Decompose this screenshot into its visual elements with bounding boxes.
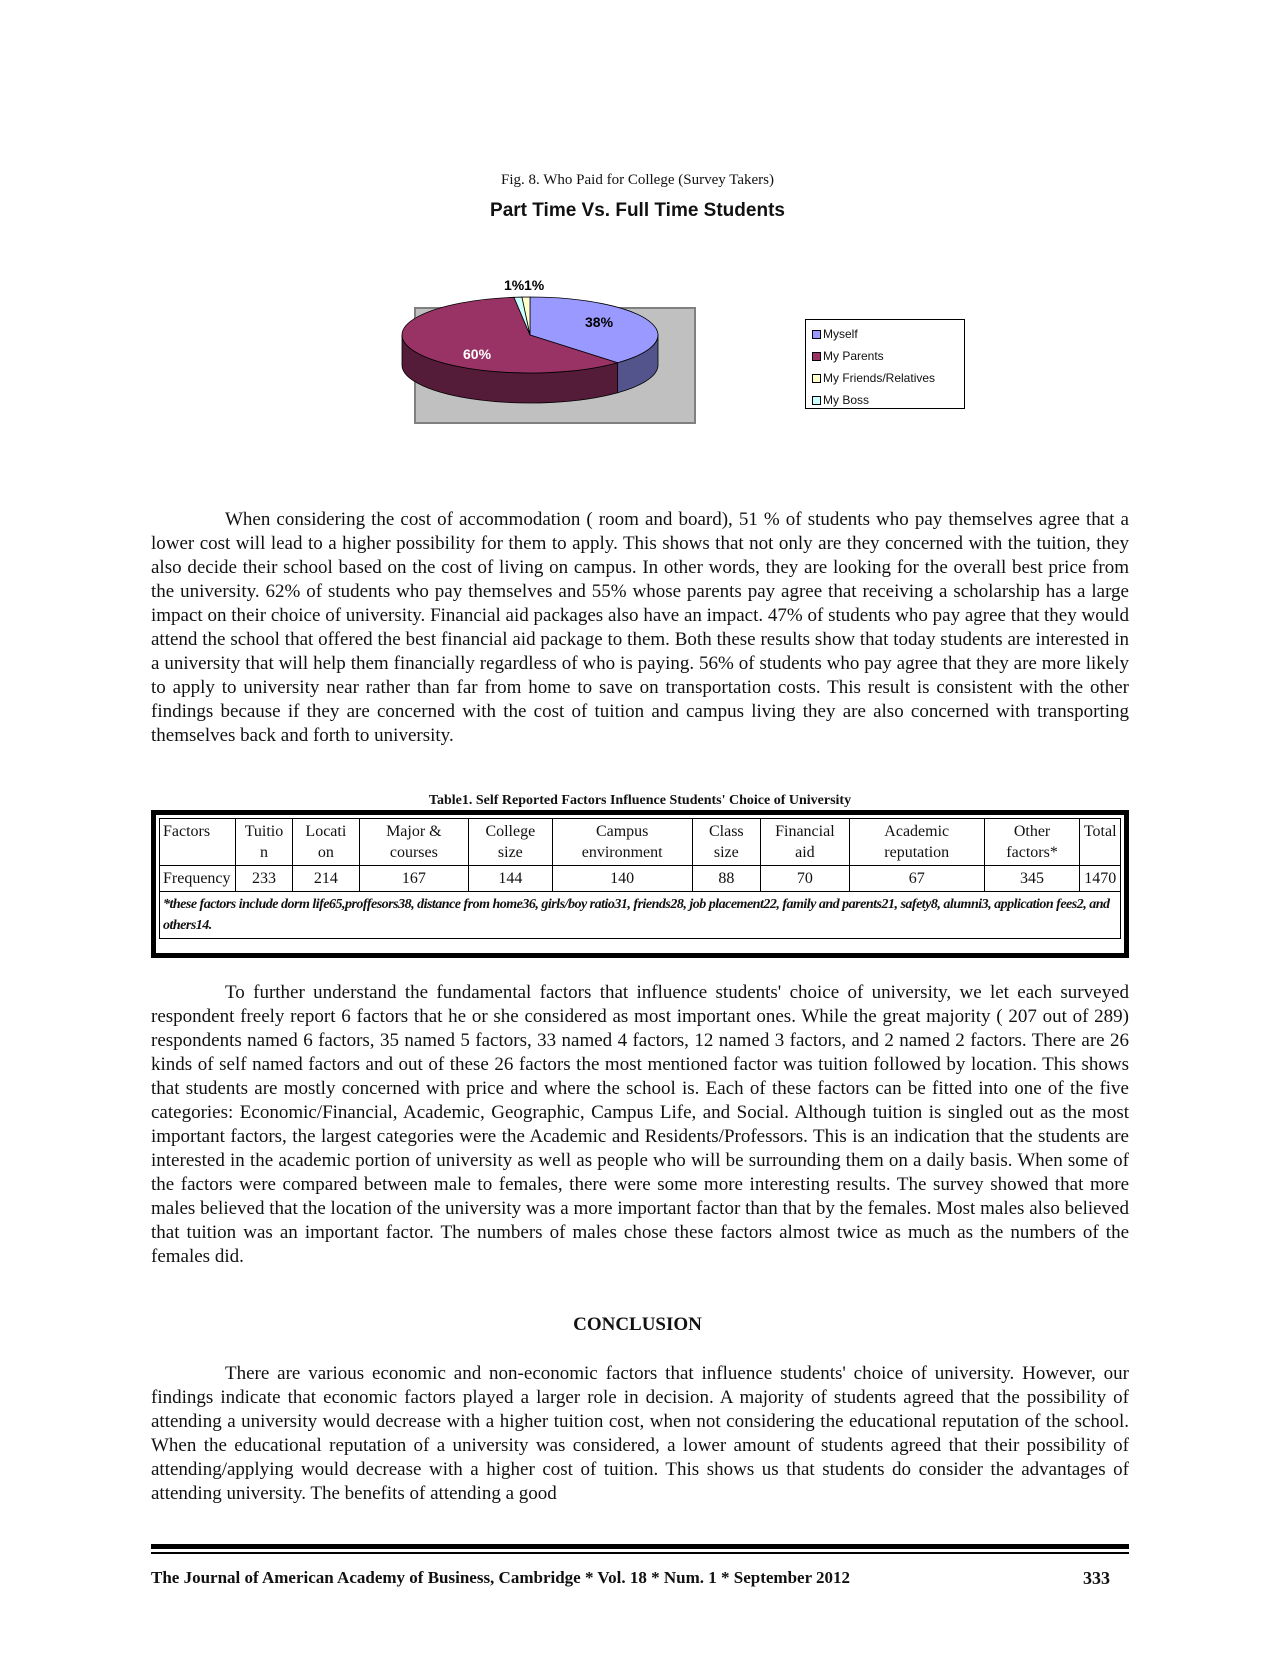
table-note-row [160,892,1121,939]
table-header-cell: Campus environment [552,819,692,866]
legend-item-my-parents [812,345,964,367]
table-header-cell: College size [469,819,553,866]
table-title: Table1. Self Reported Factors Influence Students' Choice of University [428,793,852,808]
table-cell: 144 [469,866,553,892]
legend-swatch [812,330,821,339]
table-cell: 140 [552,866,692,892]
table-cell: 345 [984,866,1080,892]
legend-label: My Parents [823,349,884,363]
legend-label: Myself [823,327,858,341]
table-header-cell: Other factors* [984,819,1080,866]
table-cell: 233 [235,866,292,892]
table-header-cell: Tuitio n [235,819,292,866]
legend-swatch [812,374,821,383]
table-header-cell: Major & courses [359,819,468,866]
figure-caption: Fig. 8. Who Paid for College (Survey Takers) [501,172,774,188]
pie-data-label: 1% [524,277,545,293]
paragraph-conclusion: There are various economic and non-economic factors that influence students' choice of university. However, our findings indicate that economic factors played a larger role in decision. A majority of students agreed that the possibility of attending a university would decrease with a higher tuition cost, when not considering the educational reputation of the school. When the educational reputation of a university was considered, a lower amount of students agreed that their possibility of attending/applying would decrease with a higher cost of tuition. This shows us that students do consider the advantages of attending university. The benefits of attending a good [151,1363,1129,1504]
table-cell: 70 [760,866,849,892]
table-cell: 167 [359,866,468,892]
legend-swatch [812,396,821,405]
section-heading-conclusion: CONCLUSION [573,1314,702,1335]
table-row [160,866,1121,892]
legend-item-my-boss [812,389,964,411]
pie-data-label: 38% [585,314,614,330]
factors-table [159,818,1121,939]
table-header-cell: Locati on [293,819,360,866]
legend-swatch [812,352,821,361]
chart-legend [805,319,965,409]
table-cell: 88 [692,866,760,892]
factors-table-frame [151,810,1129,958]
footer-rule-thin [151,1552,1129,1554]
paragraph-accommodation: When considering the cost of accommodation ( room and board), 51 % of students who pay themselves agree that a lower cost will lead to a higher possibility for them to apply. This shows that not only are they concerned with the tuition, they also decide their school based on the cost of living on campus. In other words, they are looking for the overall best price from the university. 62% of students who pay themselves and 55% whose parents pay agree that receiving a scholarship has a large impact on their choice of university. Financial aid packages also have an impact. 47% of students who pay agree that they would attend the school that offered the best financial aid package to them. Both these results show that today students are interested in a university that will help them financially regardless of who is paying. 56% of students who pay agree that they are more likely to apply to university near rather than far from home to save on transportation costs. This result is consistent with the other findings because if they are concerned with the cost of tuition and campus living they are also concerned with transporting themselves back and forth to university. [151,509,1129,746]
legend-label: My Boss [823,393,870,407]
table-header-cell: Factors [160,819,236,866]
page-number: 333 [1083,1568,1110,1588]
pie-chart [395,270,705,430]
table-cell: 214 [293,866,360,892]
paragraph-factors: To further understand the fundamental factors that influence students' choice of university, we let each surveyed respondent freely report 6 factors that he or she considered as most important ones. While the great majority ( 207 out of 289) respondents named 6 factors, 35 named 5 factors, 33 named 4 factors, 12 named 3 factors, and 2 named 2 factors. There are 26 kinds of self named factors and out of these 26 factors the most mentioned factor was tuition followed by location. This shows that students are mostly concerned with price and where the school is. Each of these factors can be fitted into one of the five categories: Economic/Financial, Academic, Geographic, Campus Life, and Social. Although tuition is singled out as the most important factors, the largest categories were the Academic and Residents/Professors. This is an indication that the students are interested in the academic portion of university as well as people who will be surrounding them on a daily basis. When some of the factors were compared between male to females, there were some more interesting results. The survey showed that more males believed that the location of the university was a more important factor than that by the females. Most males also believed that tuition was an important factor. The numbers of males chose these factors almost twice as much as the numbers of the females did. [151,982,1129,1267]
table-header-cell: Financial aid [760,819,849,866]
journal-footer: The Journal of American Academy of Business, Cambridge * Vol. 18 * Num. 1 * September 2012 [151,1568,851,1587]
table-cell: 1470 [1080,866,1121,892]
table-footnote: *these factors include dorm life65,proffesors38, distance from home36, girls/boy ratio31, friends28, job placement22, family and parents21, safety8, alumni3, application fees2, and others14. [160,892,1121,939]
table-header-cell: Class size [692,819,760,866]
table-header-cell: Total [1080,819,1121,866]
legend-label: My Friends/Relatives [823,371,936,385]
table-header-row [160,819,1121,866]
pie-data-label: 1% [504,277,525,293]
pie-slices [402,297,658,373]
chart-title: Part Time Vs. Full Time Students [490,200,785,221]
table-header-cell: Academic reputation [849,819,984,866]
legend-item-myself [812,323,964,345]
pie-data-label: 60% [463,346,492,362]
table-cell: Frequency [160,866,236,892]
table-cell: 67 [849,866,984,892]
legend-item-friends-relatives [812,367,964,389]
footer-rule [151,1544,1129,1549]
